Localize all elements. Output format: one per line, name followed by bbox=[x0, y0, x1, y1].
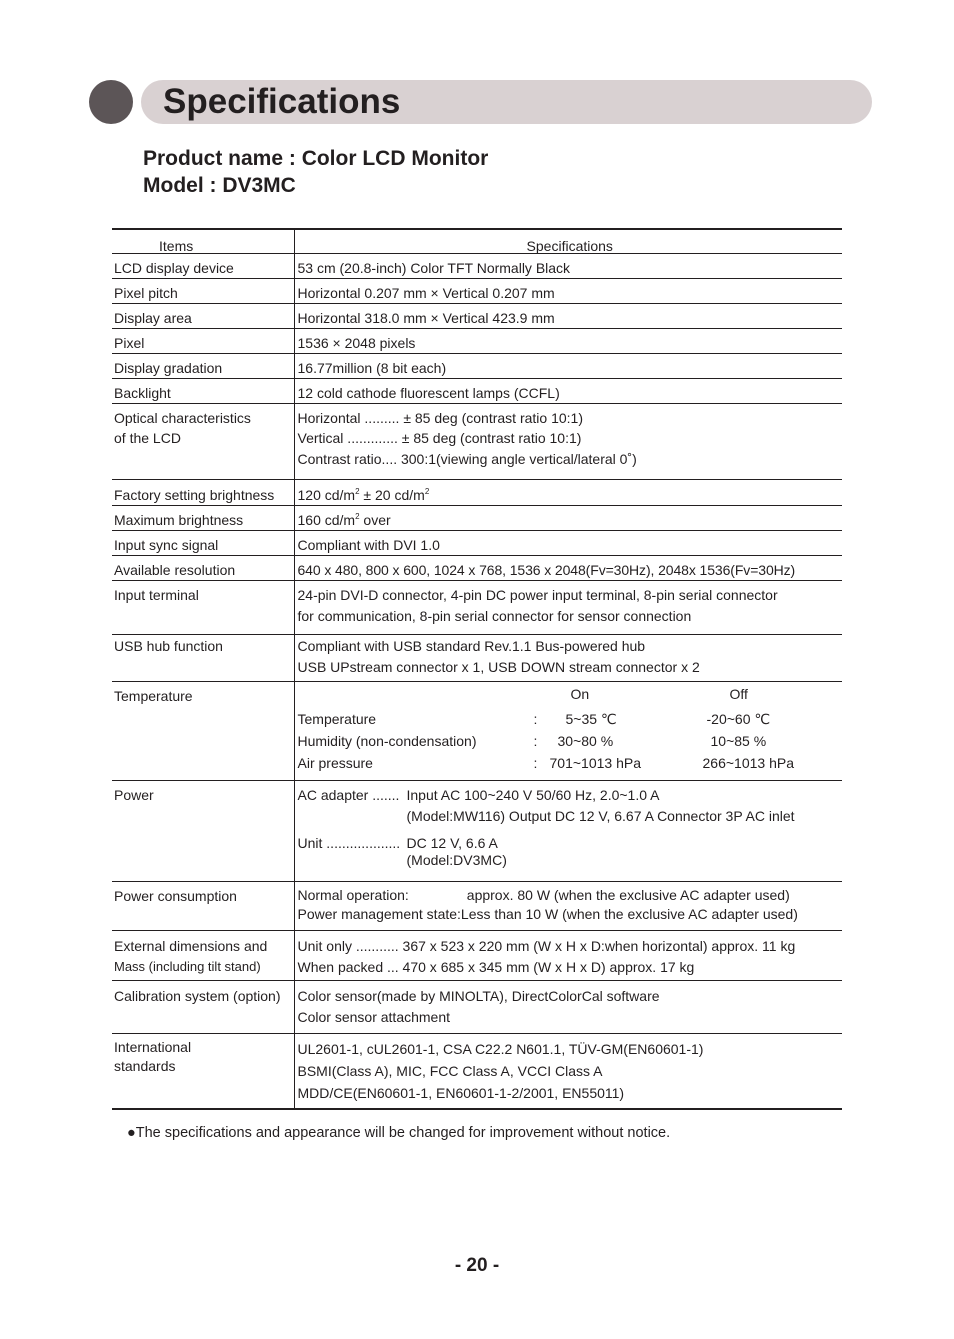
row-spec: Power management state:Less than 10 W (when the exclusive AC adapter used) bbox=[297, 906, 798, 922]
table-row bbox=[112, 581, 842, 635]
superscript: 2 bbox=[355, 487, 360, 496]
ac-adapter-spec: Input AC 100~240 V 50/60 Hz, 2.0~1.0 A bbox=[406, 787, 660, 803]
row-item: External dimensions and bbox=[114, 938, 268, 954]
row-item: of the LCD bbox=[114, 430, 181, 446]
table-row bbox=[112, 506, 842, 531]
row-spec: UL2601-1, cUL2601-1, CSA C22.2 N601.1, TÜV-GM(EN60601-1) bbox=[297, 1041, 704, 1057]
row-item: Pixel pitch bbox=[114, 285, 178, 301]
row-spec: BSMI(Class A), MIC, FCC Class A, VCCI Class A bbox=[297, 1063, 603, 1079]
power-detail bbox=[298, 785, 843, 881]
table-row bbox=[112, 931, 842, 981]
spec-text: approx. 80 W (when the exclusive AC adapter used) bbox=[466, 887, 790, 903]
env-label: Temperature bbox=[297, 711, 377, 727]
env-off: -20~60 ℃ bbox=[706, 711, 771, 727]
header-specifications: Specifications bbox=[294, 229, 842, 254]
row-spec: for communication, 8-pin serial connector for sensor connection bbox=[297, 608, 692, 624]
table-row bbox=[112, 781, 842, 882]
spec-text: ± 20 cd/m bbox=[359, 487, 425, 503]
model-name: Model : DV3MC bbox=[143, 174, 296, 197]
row-spec: Color sensor(made by MINOLTA), DirectColorCal software bbox=[297, 988, 660, 1004]
env-sep: : bbox=[533, 755, 538, 771]
page-title: Specifications bbox=[163, 82, 401, 121]
row-spec: 640 x 480, 800 x 600, 1024 x 768, 1536 x 2048(Fv=30Hz), 2048x 1536(Fv=30Hz) bbox=[297, 562, 796, 578]
env-col-off: Off bbox=[729, 686, 748, 702]
ac-adapter-label: AC adapter ....... bbox=[297, 787, 400, 803]
table-row bbox=[112, 556, 842, 581]
row-item: Pixel bbox=[114, 335, 145, 351]
spec-text: over bbox=[359, 512, 391, 528]
row-item: USB hub function bbox=[114, 638, 223, 654]
row-spec: MDD/CE(EN60601-1, EN60601-1-2/2001, EN55011) bbox=[297, 1085, 625, 1101]
row-item: Calibration system (option) bbox=[114, 988, 281, 1004]
row-item: Input sync signal bbox=[114, 537, 219, 553]
env-sep: : bbox=[533, 711, 538, 727]
spec-text: 160 cd/m bbox=[297, 512, 356, 528]
env-col-on: On bbox=[570, 686, 590, 702]
disclaimer-note: ●The specifications and appearance will be changed for improvement without notice. bbox=[127, 1125, 671, 1141]
table-row bbox=[112, 329, 842, 354]
table-row bbox=[112, 981, 842, 1034]
table-row bbox=[112, 254, 842, 279]
row-item: Display area bbox=[114, 310, 192, 326]
env-off: 10~85 % bbox=[710, 733, 767, 749]
row-item: standards bbox=[114, 1058, 176, 1074]
env-on: 30~80 % bbox=[557, 733, 614, 749]
row-item: Mass (including tilt stand) bbox=[114, 959, 261, 974]
row-spec: Contrast ratio.... 300:1(viewing angle vertical/lateral 0˚) bbox=[297, 451, 637, 467]
row-spec: Vertical ............. ± 85 deg (contrast ratio 10:1) bbox=[297, 430, 582, 446]
row-item: Temperature bbox=[114, 688, 193, 704]
spec-text: 120 cd/m bbox=[297, 487, 356, 503]
row-item: Available resolution bbox=[114, 562, 236, 578]
env-label: Humidity (non-condensation) bbox=[297, 733, 477, 749]
table-row bbox=[112, 480, 842, 506]
row-item: Power bbox=[114, 787, 154, 803]
row-spec: Horizontal 318.0 mm × Vertical 423.9 mm bbox=[297, 310, 555, 326]
table-row bbox=[112, 404, 842, 480]
row-item: Maximum brightness bbox=[114, 512, 244, 528]
row-spec: Unit only ........... 367 x 523 x 220 mm (W x H x D:when horizontal) approx. 11 kg bbox=[297, 938, 796, 954]
row-spec: Horizontal 0.207 mm × Vertical 0.207 mm bbox=[297, 285, 555, 301]
superscript: 2 bbox=[424, 487, 430, 496]
ac-adapter-spec: (Model:MW116) Output DC 12 V, 6.67 A Connector 3P AC inlet bbox=[406, 808, 795, 824]
spec-text: Normal operation: bbox=[297, 887, 409, 903]
table-row bbox=[112, 379, 842, 404]
product-name: Product name : Color LCD Monitor bbox=[143, 147, 489, 170]
table-row bbox=[112, 882, 842, 931]
env-sep: : bbox=[533, 733, 538, 749]
table-header-row bbox=[112, 229, 842, 254]
env-off: 266~1013 hPa bbox=[702, 755, 794, 771]
table-row bbox=[112, 635, 842, 682]
row-item: Input terminal bbox=[114, 587, 199, 603]
table-row bbox=[112, 279, 842, 304]
table-row bbox=[112, 354, 842, 379]
unit-spec: DC 12 V, 6.6 A bbox=[406, 835, 498, 851]
env-on: 5~35 ℃ bbox=[565, 711, 617, 727]
page-number: - 20 - bbox=[454, 1255, 500, 1276]
unit-label: Unit ................... bbox=[297, 835, 401, 851]
title-bullet-circle bbox=[89, 80, 133, 124]
row-spec: When packed ... 470 x 685 x 345 mm (W x H x D) approx. 17 kg bbox=[297, 959, 695, 975]
row-spec: Compliant with USB standard Rev.1.1 Bus-powered hub bbox=[297, 638, 646, 654]
row-spec: 53 cm (20.8-inch) Color TFT Normally Black bbox=[297, 260, 571, 276]
table-row bbox=[112, 531, 842, 556]
table-row bbox=[112, 304, 842, 329]
header-items: Items bbox=[112, 229, 294, 254]
env-label: Air pressure bbox=[297, 755, 373, 771]
env-on: 701~1013 hPa bbox=[549, 755, 641, 771]
row-spec: 1536 × 2048 pixels bbox=[297, 335, 416, 351]
row-spec: USB UPstream connector x 1, USB DOWN stream connector x 2 bbox=[297, 659, 700, 675]
superscript: 2 bbox=[355, 512, 360, 521]
row-spec bbox=[298, 886, 843, 905]
row-spec: 12 cold cathode fluorescent lamps (CCFL) bbox=[297, 385, 560, 401]
row-spec bbox=[298, 485, 843, 505]
row-spec: Color sensor attachment bbox=[297, 1009, 451, 1025]
row-item: Factory setting brightness bbox=[114, 487, 275, 503]
table-row bbox=[112, 1034, 842, 1109]
unit-spec: (Model:DV3MC) bbox=[406, 852, 507, 868]
row-item: Display gradation bbox=[114, 360, 223, 376]
row-spec: Horizontal ......... ± 85 deg (contrast ratio 10:1) bbox=[297, 410, 583, 426]
row-item: Power consumption bbox=[114, 888, 237, 904]
row-spec: 16.77million (8 bit each) bbox=[297, 360, 447, 376]
row-item: Optical characteristics bbox=[114, 410, 251, 426]
row-item: LCD display device bbox=[114, 260, 234, 276]
environment-table bbox=[298, 686, 843, 780]
row-item: International bbox=[114, 1039, 192, 1055]
row-spec bbox=[298, 510, 843, 530]
table-row bbox=[112, 682, 842, 781]
row-spec: 24-pin DVI-D connector, 4-pin DC power input terminal, 8-pin serial connector bbox=[297, 587, 778, 603]
specifications-table bbox=[112, 228, 842, 1110]
row-spec: Compliant with DVI 1.0 bbox=[297, 537, 440, 553]
row-item: Backlight bbox=[114, 385, 171, 401]
